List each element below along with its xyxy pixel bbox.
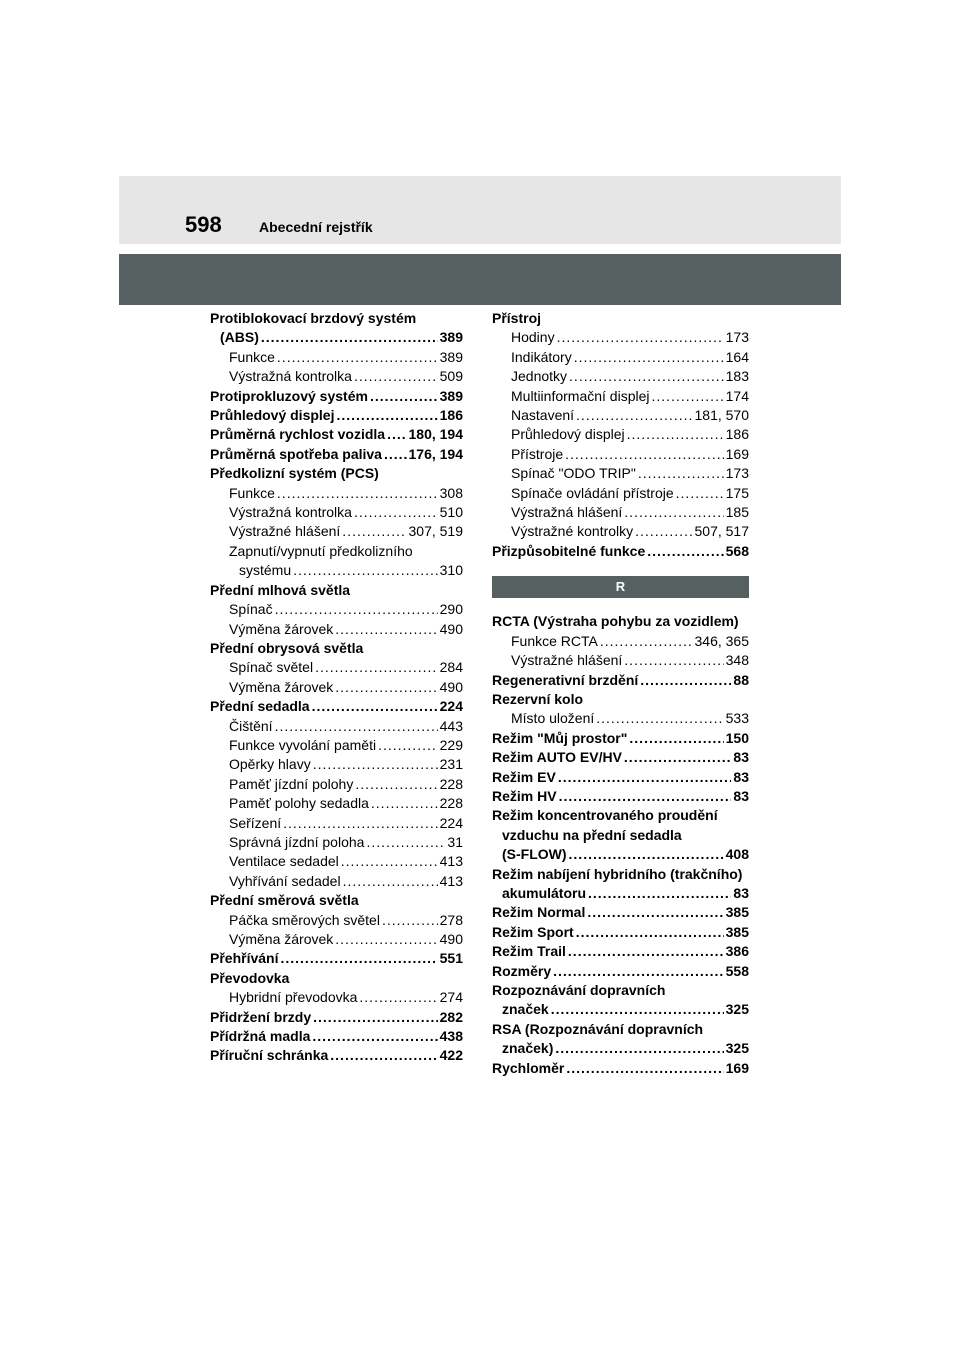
index-entry-page: 389 <box>439 329 463 346</box>
index-entry-text: Přístroj <box>492 310 542 326</box>
index-entry-text: akumulátoru <box>502 884 587 901</box>
index-entry-text: Výstražné hlášení <box>511 652 623 669</box>
index-entry <box>492 406 749 425</box>
index-entry-text: Paměť jízdní polohy <box>229 775 354 792</box>
index-entry <box>492 962 749 981</box>
page-header <box>119 176 841 244</box>
index-entry-text: Regenerativní brzdění <box>492 671 639 688</box>
index-entry-page: 510 <box>439 504 463 521</box>
index-entry-text: Přední sedadla <box>210 698 310 715</box>
index-entry <box>210 581 463 600</box>
index-entry-page: 490 <box>439 620 463 637</box>
index-entry-text: Multiinformační displej <box>511 387 650 404</box>
index-entry <box>492 522 749 541</box>
index-entry-page: 284 <box>439 659 463 676</box>
dot-leader <box>335 620 437 639</box>
index-entry <box>492 1039 749 1058</box>
index-entry-text: Režim HV <box>492 787 557 804</box>
index-entry-text: systému <box>239 562 292 579</box>
index-entry-text: Protiblokovací brzdový systém <box>210 310 417 326</box>
index-entry <box>210 678 463 697</box>
index-entry <box>210 794 463 813</box>
index-entry <box>210 620 463 639</box>
index-entry-page: 310 <box>439 562 463 579</box>
index-entry-page: 348 <box>725 652 749 669</box>
index-entry-page: 389 <box>439 387 463 404</box>
index-entry <box>492 484 749 503</box>
dot-leader <box>354 367 438 386</box>
index-entry-text: Režim EV <box>492 768 556 785</box>
dot-leader <box>638 464 724 483</box>
index-entry <box>210 755 463 774</box>
index-entry-page: 183 <box>725 368 749 385</box>
index-entry-page: 164 <box>725 348 749 365</box>
index-entry-page: 228 <box>439 775 463 792</box>
index-entry-text: Rozměry <box>492 962 552 979</box>
index-entry <box>492 542 749 561</box>
index-entry-page: 83 <box>733 884 749 901</box>
index-entry-page: 385 <box>725 904 749 921</box>
index-entry-text: Rezervní kolo <box>492 690 584 707</box>
index-entry <box>210 348 463 367</box>
index-entry-text: Režim koncentrovaného proudění <box>492 807 718 824</box>
index-entry-text: Výstražná kontrolka <box>229 368 352 385</box>
index-group-r <box>492 612 749 1078</box>
index-entry-text: Výměna žárovek <box>229 678 334 695</box>
index-entry-page: 150 <box>725 729 749 746</box>
index-entry <box>492 612 749 631</box>
index-entry-page: 346, 365 <box>694 632 749 649</box>
index-entry-page: 422 <box>439 1047 463 1064</box>
index-entry-text: Spínač světel <box>229 659 314 676</box>
index-entry-page: 325 <box>725 1001 749 1018</box>
index-entry-page: 169 <box>725 1059 749 1076</box>
index-entry-page: 278 <box>439 911 463 928</box>
index-entry-page: 551 <box>439 950 463 967</box>
index-entry <box>492 690 749 709</box>
index-entry <box>210 911 463 930</box>
index-entry <box>492 942 749 961</box>
dot-leader <box>355 775 437 794</box>
index-entry-page: 509 <box>439 368 463 385</box>
header-divider-band <box>119 254 841 305</box>
index-entry <box>492 387 749 406</box>
index-entry-page: 386 <box>725 943 749 960</box>
index-entry-page: 490 <box>439 678 463 695</box>
index-entry <box>210 891 463 910</box>
index-entry-page: 408 <box>725 846 749 863</box>
index-entry-text: Přehřívání <box>210 950 279 967</box>
dot-leader <box>275 717 438 736</box>
index-entry-text: značek) <box>502 1040 554 1057</box>
index-entry <box>210 542 463 561</box>
dot-leader <box>574 348 724 367</box>
dot-leader <box>387 425 406 444</box>
index-entry <box>210 717 463 736</box>
dot-leader <box>652 387 724 406</box>
dot-leader <box>640 671 731 690</box>
dot-leader <box>280 949 437 968</box>
index-entry-text: Průhledový displej <box>511 426 625 443</box>
dot-leader <box>261 328 438 347</box>
dot-leader <box>551 1000 724 1019</box>
index-entry <box>210 736 463 755</box>
index-entry-page: 568 <box>725 542 749 559</box>
index-entry-text: vzduchu na přední sedadla <box>502 826 682 843</box>
index-entry <box>210 561 463 580</box>
dot-leader <box>341 852 438 871</box>
dot-leader <box>293 561 438 580</box>
index-entry <box>210 387 463 406</box>
index-entry-text: Režim AUTO EV/HV <box>492 749 622 766</box>
index-entry-page: 413 <box>439 872 463 889</box>
index-entry-text: značek <box>502 1001 549 1018</box>
index-entry-text: Předkolizní systém (PCS) <box>210 465 379 482</box>
index-entry-text: Režim Trail <box>492 943 566 960</box>
index-entry <box>492 748 749 767</box>
index-entry-text: Přidržení brzdy <box>210 1008 312 1025</box>
index-entry <box>210 988 463 1007</box>
dot-leader <box>569 367 724 386</box>
index-entry <box>210 309 463 328</box>
dot-leader <box>587 903 723 922</box>
dot-leader <box>557 328 724 347</box>
index-entry-text: Funkce <box>229 484 275 501</box>
index-entry-page: 83 <box>733 749 749 766</box>
index-entry-page: 229 <box>439 736 463 753</box>
dot-leader <box>312 1027 437 1046</box>
index-entry-text: Spínače ovládání přístroje <box>511 484 674 501</box>
index-entry-page: 174 <box>725 387 749 404</box>
section-title: Abecední rejstřík <box>259 219 373 235</box>
index-entry-page: 307, 519 <box>408 523 463 540</box>
dot-leader <box>635 522 692 541</box>
dot-leader <box>629 729 723 748</box>
index-entry <box>492 845 749 864</box>
index-entry-text: Výstražná hlášení <box>511 504 623 521</box>
index-entry-page: 83 <box>733 768 749 785</box>
dot-leader <box>624 748 732 767</box>
index-entry <box>492 787 749 806</box>
dot-leader <box>588 884 731 903</box>
index-entry <box>492 709 749 728</box>
index-entry <box>492 503 749 522</box>
index-entry-text: Režim Normal <box>492 904 586 921</box>
index-entry-text: Hodiny <box>511 329 555 346</box>
index-entry <box>492 826 749 845</box>
index-entry-text: Výměna žárovek <box>229 620 334 637</box>
index-entry <box>492 903 749 922</box>
dot-leader <box>676 484 724 503</box>
index-entry-page: 507, 517 <box>694 523 749 540</box>
index-entry-text: RCTA (Výstraha pohybu za vozidlem) <box>492 613 739 630</box>
index-entry-page: 176, 194 <box>408 445 463 462</box>
dot-leader <box>354 503 438 522</box>
index-entry-text: Čištění <box>229 717 273 734</box>
index-entry <box>492 425 749 444</box>
index-entry <box>210 328 463 347</box>
index-entry-text: Výstražné hlášení <box>229 523 341 540</box>
index-entry <box>210 775 463 794</box>
index-entry-text: Přední směrová světla <box>210 892 359 909</box>
index-entry <box>210 639 463 658</box>
index-entry <box>210 522 463 541</box>
index-entry <box>492 671 749 690</box>
index-entry-text: Správná jízdní poloha <box>229 833 365 850</box>
index-entry <box>492 981 749 1000</box>
dot-leader <box>565 445 724 464</box>
index-entry-text: Vyhřívání sedadel <box>229 872 341 889</box>
dot-leader <box>569 845 724 864</box>
index-entry-text: Průhledový displej <box>210 407 335 424</box>
dot-leader <box>559 787 732 806</box>
dot-leader <box>558 768 732 787</box>
index-entry <box>210 814 463 833</box>
index-entry <box>210 852 463 871</box>
index-entry-page: 180, 194 <box>408 426 463 443</box>
dot-leader <box>627 425 724 444</box>
dot-leader <box>283 814 438 833</box>
index-entry-page: 282 <box>439 1008 463 1025</box>
index-entry-page: 533 <box>725 710 749 727</box>
dot-leader <box>277 348 438 367</box>
index-entry-page: 185 <box>725 504 749 521</box>
index-entry <box>210 697 463 716</box>
index-entry-text: Přídržná madla <box>210 1028 311 1045</box>
index-entry <box>492 1000 749 1019</box>
index-entry-text: Přední obrysová světla <box>210 639 364 656</box>
dot-leader <box>647 542 723 561</box>
index-entry-text: Indikátory <box>511 348 572 365</box>
index-entry-text: Režim nabíjení hybridního (trakčního) <box>492 865 743 882</box>
index-entry <box>492 1059 749 1078</box>
index-entry-text: Výstražné kontrolky <box>511 523 634 540</box>
index-entry-text: Převodovka <box>210 969 290 986</box>
index-entry-text: Nastavení <box>511 407 575 424</box>
dot-leader <box>342 522 406 541</box>
index-entry <box>492 367 749 386</box>
dot-leader <box>566 1059 723 1078</box>
index-entry <box>492 464 749 483</box>
index-entry <box>210 949 463 968</box>
index-entry-page: 558 <box>725 962 749 979</box>
index-entry <box>210 367 463 386</box>
index-entry-page: 224 <box>439 814 463 831</box>
index-entry <box>210 425 463 444</box>
index-entry-text: Funkce vyvolání paměti <box>229 736 377 753</box>
dot-leader <box>382 911 438 930</box>
index-entry <box>210 833 463 852</box>
index-entry-text: Páčka směrových světel <box>229 911 380 928</box>
index-entry <box>492 328 749 347</box>
index-entry-text: RSA (Rozpoznávání dopravních <box>492 1020 704 1037</box>
dot-leader <box>277 484 438 503</box>
index-entry <box>210 930 463 949</box>
index-entry-page: 438 <box>439 1028 463 1045</box>
index-entry-text: Spínač "ODO TRIP" <box>511 465 636 482</box>
index-entry-text: Opěrky hlavy <box>229 756 311 773</box>
index-entry-page: 325 <box>725 1040 749 1057</box>
index-entry-text: Přizpůsobitelné funkce <box>492 542 646 559</box>
dot-leader <box>313 755 438 774</box>
index-entry <box>210 464 463 483</box>
dot-leader <box>370 387 438 406</box>
index-entry-text: Seřízení <box>229 814 282 831</box>
index-entry <box>210 406 463 425</box>
index-entry-text: Protiprokluzový systém <box>210 387 368 404</box>
index-entry-page: 186 <box>439 407 463 424</box>
index-entry-page: 231 <box>439 756 463 773</box>
index-entry-text: Ventilace sedadel <box>229 853 339 870</box>
index-entry-page: 31 <box>447 833 463 850</box>
index-entry-text: Paměť polohy sedadla <box>229 795 369 812</box>
index-entry <box>210 445 463 464</box>
index-entry-text: Rychloměr <box>492 1059 565 1076</box>
dot-leader <box>624 651 723 670</box>
index-entry <box>210 872 463 891</box>
index-entry-text: Jednotky <box>511 368 568 385</box>
index-entry-page: 413 <box>439 853 463 870</box>
index-entry <box>210 484 463 503</box>
index-entry-page: 389 <box>439 348 463 365</box>
index-entry <box>210 503 463 522</box>
dot-leader <box>359 988 437 1007</box>
index-entry-page: 228 <box>439 795 463 812</box>
index-entry <box>210 658 463 677</box>
dot-leader <box>312 697 438 716</box>
dot-leader <box>555 1039 723 1058</box>
index-entry-page: 385 <box>725 923 749 940</box>
index-entry-page: 88 <box>733 671 749 688</box>
index-entry-text: Funkce <box>229 348 275 365</box>
index-entry-page: 490 <box>439 931 463 947</box>
index-entry-page: 181, 570 <box>694 407 749 424</box>
index-group-p <box>492 309 749 561</box>
index-entry-text: Spínač <box>229 601 273 618</box>
dot-leader <box>313 1008 438 1027</box>
index-entry <box>492 729 749 748</box>
index-entry <box>492 806 749 825</box>
index-entry-page: 169 <box>725 445 749 462</box>
index-entry-page: 290 <box>439 601 463 618</box>
dot-leader <box>568 942 724 961</box>
dot-leader <box>576 923 724 942</box>
dot-leader <box>315 658 438 677</box>
index-entry <box>492 923 749 942</box>
index-entry-text: (S-FLOW) <box>502 846 567 863</box>
dot-leader <box>366 833 445 852</box>
index-entry-page: 83 <box>733 787 749 804</box>
index-entry <box>492 445 749 464</box>
index-entry <box>492 768 749 787</box>
index-column-left <box>210 309 463 1066</box>
letter-section-header: R <box>492 576 749 598</box>
dot-leader <box>553 962 724 981</box>
index-entry-page: 175 <box>725 484 749 501</box>
index-entry-text: Funkce RCTA <box>511 632 598 649</box>
index-entry <box>492 651 749 670</box>
index-entry <box>210 1046 463 1065</box>
dot-leader <box>596 709 723 728</box>
index-entry-page: 224 <box>439 698 463 715</box>
dot-leader <box>378 736 438 755</box>
dot-leader <box>335 930 437 949</box>
index-entry-text: Režim Sport <box>492 923 574 940</box>
index-entry-page: 274 <box>439 989 463 1006</box>
dot-leader <box>576 406 692 425</box>
dot-leader <box>343 872 438 891</box>
dot-leader <box>600 632 693 651</box>
dot-leader <box>336 406 437 425</box>
dot-leader <box>335 678 437 697</box>
index-entry-text: Průměrná rychlost vozidla <box>210 426 386 443</box>
index-entry-text: Zapnutí/vypnutí předkolizního <box>229 542 413 559</box>
index-entry-page: 186 <box>725 426 749 443</box>
index-entry <box>492 1020 749 1039</box>
index-entry-text: Výstražná kontrolka <box>229 504 352 521</box>
dot-leader <box>371 794 438 813</box>
index-entry <box>210 1008 463 1027</box>
index-entry <box>210 600 463 619</box>
index-entry <box>492 348 749 367</box>
index-entry <box>492 632 749 651</box>
index-entry-text: Režim "Můj prostor" <box>492 729 628 746</box>
index-entry-page: 443 <box>439 717 463 734</box>
dot-leader <box>330 1046 437 1065</box>
index-entry-text: Hybridní převodovka <box>229 989 358 1006</box>
index-entry <box>492 309 749 328</box>
index-entry-page: 308 <box>439 484 463 501</box>
index-entry-text: Příruční schránka <box>210 1047 329 1064</box>
index-entry <box>210 969 463 988</box>
index-column-right <box>492 309 749 1078</box>
index-entry-text: Místo uložení <box>511 710 595 727</box>
index-entry-text: (ABS) <box>220 329 259 346</box>
dot-leader <box>624 503 723 522</box>
index-entry-page: 173 <box>725 329 749 346</box>
index-entry-text: Rozpoznávání dopravních <box>492 982 666 998</box>
index-entry <box>210 1027 463 1046</box>
index-entry <box>492 884 749 903</box>
index-entry-text: Průměrná spotřeba paliva <box>210 445 382 462</box>
index-entry-text: Výměna žárovek <box>229 931 334 947</box>
index-entry-text: Přední mlhová světla <box>210 581 351 598</box>
index-entry <box>492 865 749 884</box>
index-entry-page: 173 <box>725 465 749 482</box>
dot-leader <box>275 600 438 619</box>
page-number: 598 <box>185 212 222 237</box>
index-entry-text: Přístroje <box>511 445 564 462</box>
dot-leader <box>384 445 407 464</box>
